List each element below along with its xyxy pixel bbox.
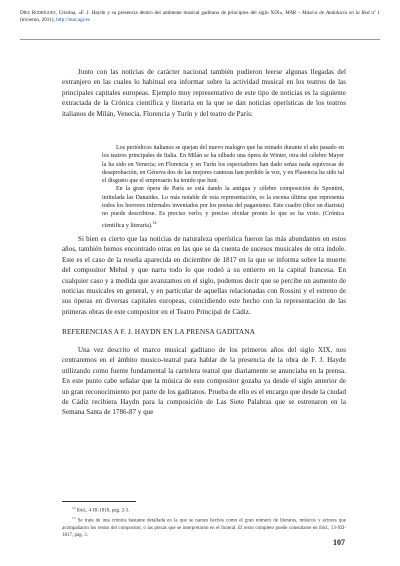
block-quote [102,144,344,230]
header-author: Díez Rodríguez [20,10,56,16]
page-number: 107 [333,538,345,547]
header-url-link[interactable]: http://mar.ugr.es [56,16,90,23]
body-paragraph-3 [62,345,346,418]
footnotes [62,505,346,540]
section-heading: REFERENCIAS A F. J. HAYDN EN LA PRENSA GADITANA [62,327,256,336]
footnote-divider [62,501,136,502]
header-issue: nº 1 (invierno, 2011), [20,10,381,23]
paragraph-2-text: Si bien es cierto que las noticias de naturaleza operística fueron las más abundantes en estos años, también hemos encontrado otras en las que se da cuenta de sucesos musicales de otra índole. Este es el caso de la reseña aparecida en diciembre de 1817 en la que se informa sobre la muerte del compositor Mehul y que narra todo lo que rodeó a su entierro en la capital francesa. En cualquier caso y a medida que avanzamos en el siglo, podemos decir que se percibe un aumento de noticias musicales en general, y en particular de aquellas relacionadas con Rossini y el estreno de sus óperas en diversas capitales europeas, coincidiendo este hecho con la representación de las primeras obras de este compositor en el Teatro Principal de Cádiz. [62,235,346,316]
footnote-text: Se trata de una crónica bastante detallada en la que se narran hechos como el gran número de literatos, músicos y actores que acompañaron los restos del compositor, o las piezas que se interpretaron en el funeral. El texto completo puede consultarse en ibíd., 13-XII-1817, pág. 3. [62,519,347,538]
footnote-number: 14 [72,506,76,510]
header-citation: , Cristina, «F. J. Haydn y su presencia dentro del ambiente musical gaditano de principios del siglo XIX», [55,10,286,16]
body-paragraph-1 [62,67,346,119]
header-journal: MAR – Música de Andalucía en la Red [285,10,370,16]
header-divider [20,39,380,40]
footnote-text: Ibid., 4-III-1818, pág. 2-3. [76,508,130,514]
quote-paragraph-2-wrap [102,185,344,229]
paragraph-3-text: Una vez descrito el marco musical gaditano de los primeros años del siglo XIX, nos centraremos en el ámbito musico-teatral para hablar de la presencia de la obra de F. J. Haydn utilizando como fuente fundamental la cartelera teatral que diariamente se anunciaba en la prensa. En este punto cabe señalar que la música de este compositor gozaba ya desde el siglo anterior de un gran reconocimiento por parte de los gaditanos. Prueba de ello es el encargo que desde la ciudad de Cádiz recibiera Haydn para la composición de Las Siete Palabras que se estrenaron en la Semana Santa de 1786-87 y que [62,346,346,417]
running-header [20,10,380,23]
quote-paragraph-2: En la gran ópera de París se está dando la antigua y célebre composición de Spontini, intitulada las Danaides. Lo más notable de esta representación, es la escena última que representa todos los horrores infernales inventados por los poetas del paganismo. Este cuadro (dice un diarista) no puede describirse. Es preciso verlo; y preciso olvidar pronto lo que se ha visto. (Crónica científica y literaria). [102,186,344,229]
footnote-ref-14[interactable]: 14 [152,219,157,225]
quote-paragraph-1: Los periódicos italianos se quejan del nuevo malogro que ha reinado durante el año pasado en los teatros principales de Italia. En Milán se ha silbado una ópera de Winter, otra del célebre Mayer la ha sido en Venecia; en Florencia y en Turín los espectadores han dado señas nada equívocas de desaprobación, en Génova dos de las mejores cantoras han perdido la voz, y en Plasencia ha sido tal el disgusto que el empresario ha tenido que huir. [102,145,344,185]
footnote-number: 15 [72,516,76,521]
footnote-14 [62,505,346,515]
paragraph-1-text: Junto con las noticias de carácter nacional también pudieron leerse algunas llegadas del extranjero en las cuales lo habitual era informar sobre la actividad musical en los teatros de las principales capitales europeas. Ejemplo muy representativo de este tipo de noticias es la siguiente extractada de la Crónica científica y literaria en la que se dan noticias operísticas de los teatros italianos de Milán, Venecia, Florencia y Turín y del teatro de París: [62,68,346,118]
footnote-15 [62,515,346,539]
body-paragraph-2 [62,234,346,317]
